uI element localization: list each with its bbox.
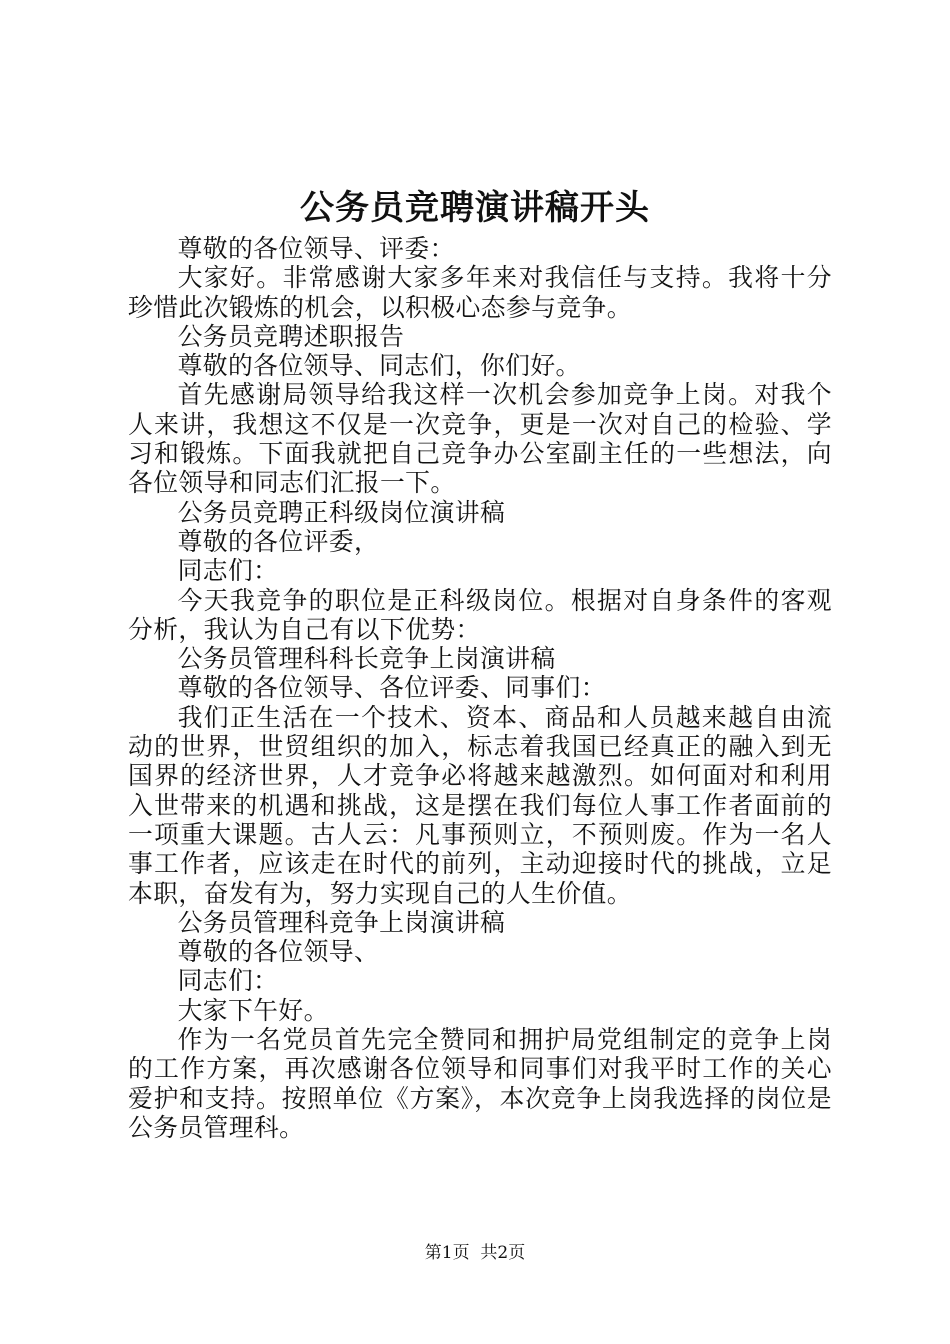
paragraph: 作为一名党员首先完全赞同和拥护局党组制定的竞争上岗的工作方案，再次感谢各位领导和同事们对我平时工作的关心爱护和支持。按照单位《方案》，本次竞争上岗我选择的岗位是公务员管理科。 [128,1025,832,1142]
footer-spacer [470,1243,481,1263]
paragraph: 同志们： [177,966,279,996]
paragraph: 大家好。非常感谢大家多年来对我信任与支持。我将十分珍惜此次锻炼的机会，以积极心态参与竞争。 [128,263,832,322]
paragraph: 今天我竞争的职位是正科级岗位。根据对自身条件的客观分析，我认为自己有以下优势： [128,585,832,644]
page-footer [0,1242,950,1264]
paragraph: 尊敬的各位领导、 [177,937,380,967]
paragraph: 尊敬的各位领导、同志们，你们好。 [177,351,581,381]
page-number: 第1页 [424,1243,470,1263]
page-total: 共2页 [480,1243,526,1263]
paragraph: 我们正生活在一个技术、资本、商品和人员越来越自由流动的世界，世贸组织的加入，标志着我国已经真正的融入到无国界的经济世界，人才竞争必将越来越激烈。如何面对和利用入世带来的机遇和挑战，这是摆在我们每位人事工作者面前的一项重大课题。古人云：凡事预则立，不预则废。作为一名人事工作者，应该走在时代的前列，主动迎接时代的挑战，立足本职，奋发有为，努力实现自己的人生价值。 [128,702,832,908]
paragraph: 公务员竞聘述职报告 [177,321,405,351]
paragraph: 大家下午好。 [177,995,329,1025]
paragraph: 公务员管理科竞争上岗演讲稿 [177,907,506,937]
paragraph: 尊敬的各位领导、评委： [177,234,455,263]
document-body [128,234,832,1142]
paragraph: 尊敬的各位领导、各位评委、同事们： [177,673,606,703]
paragraph: 公务员管理科科长竞争上岗演讲稿 [177,644,556,674]
paragraph: 同志们： [177,556,279,586]
paragraph: 公务员竞聘正科级岗位演讲稿 [177,497,506,527]
document-title: 公务员竞聘演讲稿开头 [300,188,650,228]
paragraph: 尊敬的各位评委， [177,526,380,556]
paragraph: 首先感谢局领导给我这样一次机会参加竞争上岗。对我个人来讲，我想这不仅是一次竞争，更是一次对自己的检验、学习和锻炼。下面我就把自己竞争办公室副主任的一些想法，向各位领导和同志们汇报一下。 [128,380,832,498]
